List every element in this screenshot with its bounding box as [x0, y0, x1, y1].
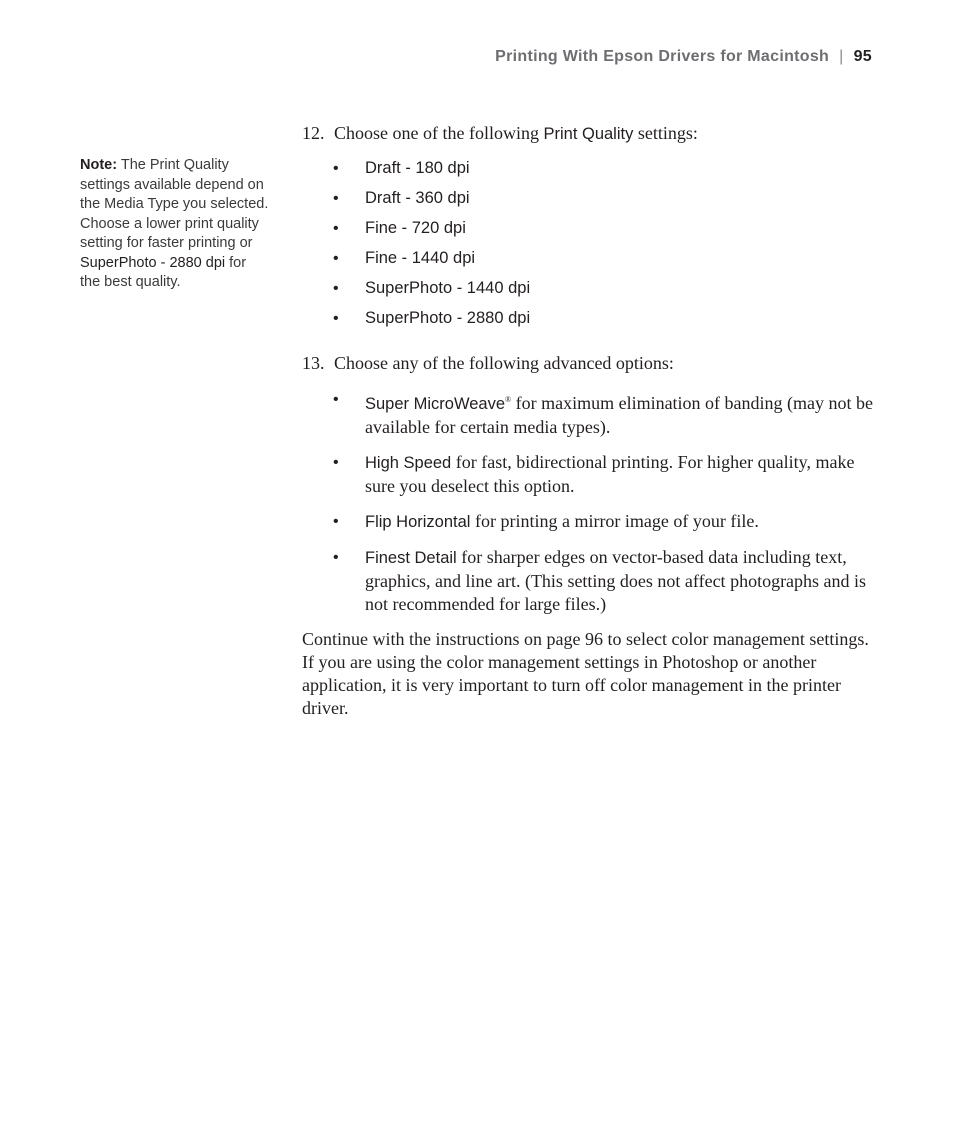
print-quality-list — [333, 157, 530, 337]
bullet-icon: • — [333, 220, 339, 237]
list-item — [333, 277, 530, 307]
advanced-options-list — [333, 388, 878, 628]
registered-mark: ® — [505, 395, 512, 404]
step-12-text-after: settings: — [637, 123, 698, 143]
header-title: Printing With Epson Drivers for Macintosh — [495, 48, 830, 65]
option-description: for sharper edges on vector-based data including text, graphics, and line art. (This setting does not affect photographs and is not recommended for large files.) — [365, 547, 867, 614]
note-label: Note: — [80, 157, 118, 173]
list-item — [333, 247, 530, 277]
header-separator: | — [839, 48, 844, 65]
print-quality-option: Fine - 720 dpi — [365, 219, 466, 237]
print-quality-option: Draft - 360 dpi — [365, 189, 470, 207]
note-text-before: The Print Quality settings available depend on the Media Type you selected. Choose a lower print quality setting for faster printing or — [80, 157, 269, 251]
list-item — [333, 217, 530, 247]
bullet-icon: • — [333, 549, 339, 566]
option-description: for maximum elimination of banding (may not be available for certain media types). — [365, 393, 874, 437]
bullet-icon: • — [333, 513, 339, 530]
list-item — [333, 307, 530, 337]
print-quality-option: SuperPhoto - 1440 dpi — [365, 279, 531, 297]
option-description: for fast, bidirectional printing. For higher quality, make sure you deselect this option. — [365, 452, 855, 496]
print-quality-option: Fine - 1440 dpi — [365, 249, 476, 267]
bullet-icon: • — [333, 310, 339, 327]
list-item — [333, 187, 530, 217]
option-term: Finest Detail — [365, 549, 457, 567]
running-header — [495, 48, 872, 66]
print-quality-option: SuperPhoto - 2880 dpi — [365, 309, 531, 327]
list-item — [333, 388, 878, 439]
option-term: High Speed — [365, 454, 452, 472]
bullet-icon: • — [333, 160, 339, 177]
bullet-icon: • — [333, 280, 339, 297]
step-12 — [302, 122, 698, 146]
option-description: for printing a mirror image of your file. — [474, 511, 759, 531]
bullet-icon: • — [333, 190, 339, 207]
note-ui-term: SuperPhoto - 2880 dpi — [80, 254, 226, 271]
note-text-after: for the best quality. — [80, 254, 247, 290]
step-12-ui-term: Print Quality — [543, 125, 634, 143]
option-term: Super MicroWeave — [365, 395, 506, 413]
step-12-number: 12. — [302, 123, 325, 143]
list-item — [333, 451, 878, 498]
page-number: 95 — [853, 48, 872, 65]
step-13-number: 13. — [302, 353, 325, 373]
bullet-icon: • — [333, 454, 339, 471]
option-term: Flip Horizontal — [365, 513, 471, 531]
continue-paragraph: Continue with the instructions on page 96 to select color management settings. If you are using the color management settings in Photoshop or another application, it is very important to turn off color management in the printer driver. — [302, 629, 869, 718]
bullet-icon: • — [333, 391, 339, 408]
step-13 — [302, 352, 674, 375]
print-quality-option: Draft - 180 dpi — [365, 159, 470, 177]
sidebar-note — [80, 156, 270, 293]
list-item — [333, 546, 878, 616]
list-item — [333, 157, 530, 187]
bullet-icon: • — [333, 250, 339, 267]
step-13-text: Choose any of the following advanced options: — [334, 353, 674, 373]
step-12-text-before: Choose one of the following — [334, 123, 539, 143]
list-item — [333, 510, 878, 534]
